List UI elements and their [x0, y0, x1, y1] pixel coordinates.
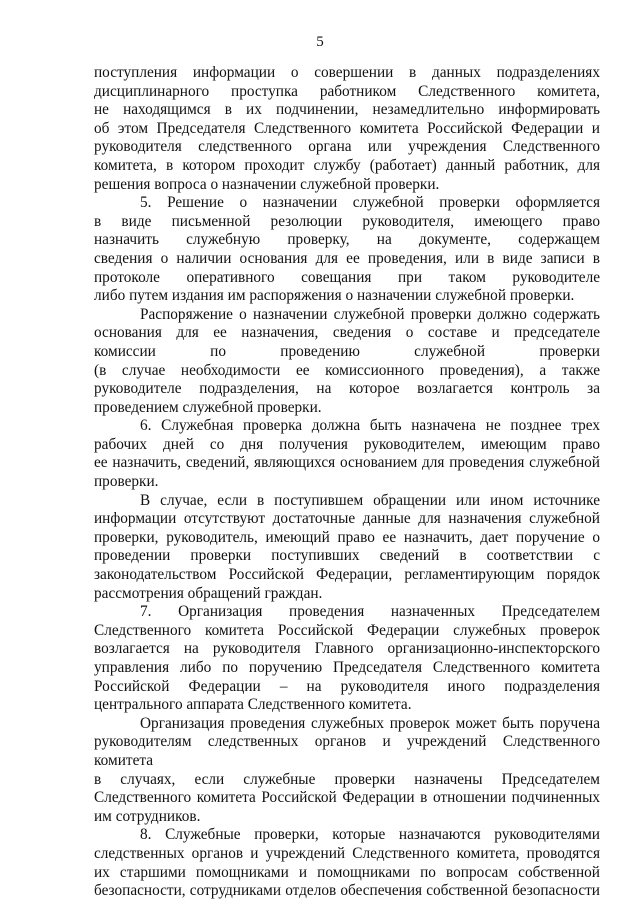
text-line: Следственного комитета Российской Федерации в отношении подчиненных [94, 789, 600, 807]
text-line: руководителям следственных органов и учреждений Следственного комитета [94, 733, 600, 769]
text-line: безопасности, сотрудниками отделов обеспечения собственной безопасности [94, 882, 600, 900]
text-line: информации отсутствуют достаточные данные для назначения служебной [94, 510, 600, 528]
text-line: сведения о наличии основания для ее проведения, или в виде записи в [94, 249, 600, 267]
paragraph [94, 417, 600, 491]
paragraph [94, 492, 600, 604]
paragraph [94, 603, 600, 715]
text-line: В случае, если в поступившем обращении или ином источнике [140, 491, 600, 509]
text-line: протоколе оперативного совещания при таком руководителе [94, 268, 600, 286]
text-line: об этом Председателя Следственного комитета Российской Федерации и [94, 119, 600, 137]
text-line: комиссии по проведению служебной проверки [94, 342, 600, 360]
text-line: проведением служебной проверки. [94, 398, 322, 416]
text-line: им сотрудников. [94, 807, 201, 825]
text-line: центрального аппарата Следственного комитета. [94, 696, 412, 714]
text-line: руководителе подразделения, на которое возлагается контроль за [94, 380, 600, 398]
text-line: рассмотрения обращений граждан. [94, 584, 323, 602]
document-body [94, 64, 600, 901]
text-line: проверки. [94, 473, 159, 491]
text-line: руководителя следственного органа или учреждения Следственного [94, 138, 600, 156]
text-line: 6. Служебная проверка должна быть назначена не позднее трех [140, 417, 600, 435]
text-line: 8. Служебные проверки, которые назначаются руководителями [140, 826, 600, 844]
text-line: Следственного комитета Российской Федерации служебных проверок [94, 621, 600, 639]
text-line: Организация проведения служебных проверок может быть поручена [140, 714, 600, 732]
text-line: следственных органов и учреждений Следственного комитета, проводятся [94, 844, 600, 862]
text-line: 7. Организация проведения назначенных Председателем [140, 603, 600, 621]
text-line: (в случае необходимости ее комиссионного проведения), а также [94, 361, 600, 379]
text-line: либо путем издания им распоряжения о назначении служебной проверки. [94, 287, 575, 305]
text-line: в виде письменной резолюции руководителя, имеющего право [94, 212, 600, 230]
text-line: решения вопроса о назначении служебной проверки. [94, 175, 440, 193]
text-line: проверки, руководитель, имеющий право ее назначить, дает поручение о [94, 528, 600, 546]
text-line: основания для ее назначения, сведения о составе и председателе [94, 324, 600, 342]
text-line: Распоряжение о назначении служебной проверки должно содержать [140, 305, 600, 323]
text-line: не находящимся в их подчинении, незамедлительно информировать [94, 101, 600, 119]
text-line: возлагается на руководителя Главного организационно-инспекторского [94, 640, 600, 658]
text-line: ее назначить, сведений, являющихся основанием для проведения служебной [94, 454, 600, 472]
text-line: дисциплинарного проступка работником Следственного комитета, [94, 82, 600, 100]
paragraph [94, 306, 600, 418]
paragraph [94, 64, 600, 194]
text-line: рабочих дней со дня получения руководителем, имеющим право [94, 435, 600, 453]
text-line: в случаях, если служебные проверки назначены Председателем [94, 770, 600, 788]
paragraph [94, 715, 600, 827]
text-line: их старшими помощниками и помощниками по вопросам собственной [94, 863, 600, 881]
text-line: комитета, в котором проходит службу (работает) данный работник, для [94, 156, 600, 174]
text-line: Российской Федерации – на руководителя иного подразделения [94, 677, 600, 695]
text-line: назначить служебную проверку, на документе, содержащем [94, 231, 600, 249]
text-line: 5. Решение о назначении служебной проверки оформляется [140, 194, 600, 212]
text-line: управления либо по поручению Председателя Следственного комитета [94, 659, 600, 676]
page-number: 5 [316, 34, 324, 50]
paragraph [94, 826, 600, 900]
text-line: поступления информации о совершении в данных подразделениях [94, 64, 600, 81]
paragraph [94, 194, 600, 306]
text-line: законодательством Российской Федерации, регламентирующим порядок [94, 566, 600, 584]
text-line: проведении проверки поступивших сведений в соответствии с [94, 547, 600, 565]
